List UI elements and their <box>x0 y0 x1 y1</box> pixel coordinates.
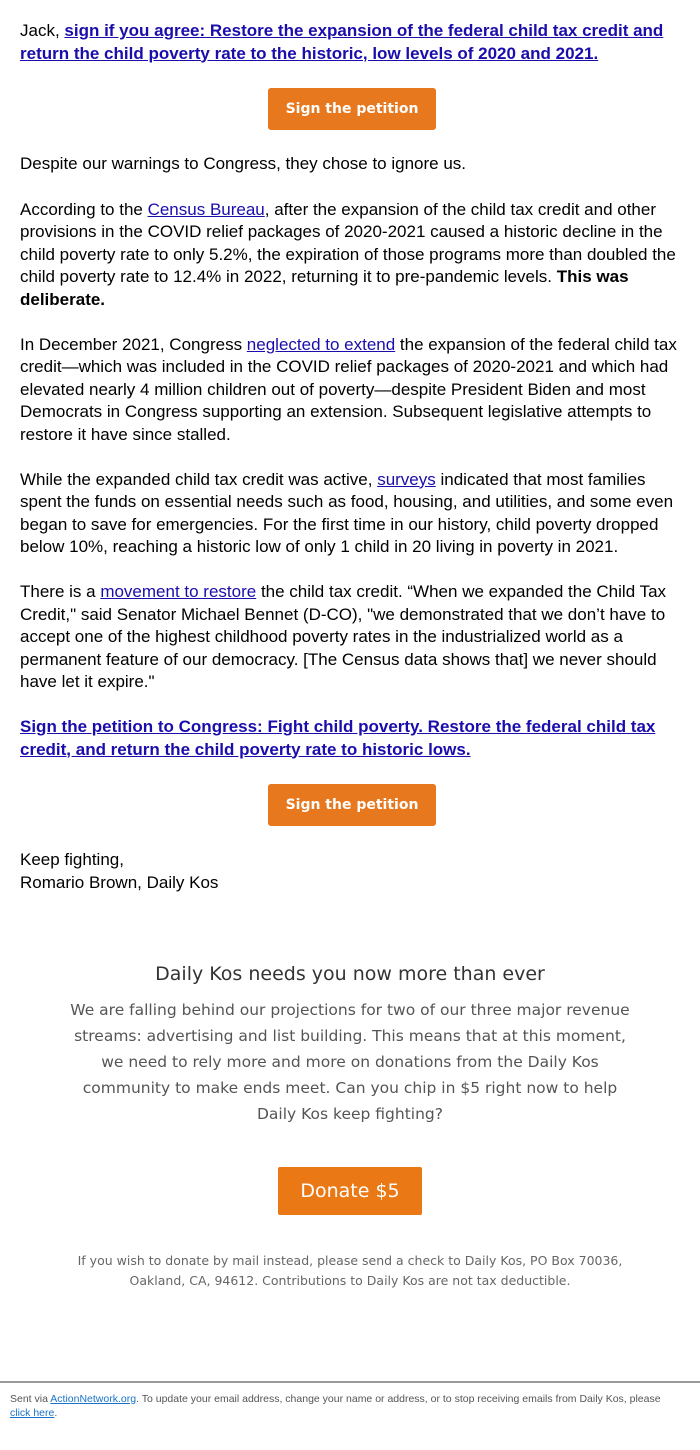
footer: Sent via ActionNetwork.org. To update your email address, change your name or address, or to stop receiving emails from Daily Kos, please click here. <box>10 1393 661 1419</box>
paragraph-surveys: While the expanded child tax credit was active, surveys indicated that most families spent the funds on essential needs such as food, housing, and utilities, and some even began to save for emergencies. For the first time in our history, child poverty dropped below 10%, reaching a historic low of only 1 child in 20 living in poverty in 2021. <box>20 469 674 556</box>
email-body <box>20 20 684 894</box>
signoff-line-1: Keep fighting, <box>20 850 124 869</box>
signoff-line-2: Romario Brown, Daily Kos <box>20 872 219 892</box>
movement-to-restore-link[interactable]: movement to restore <box>100 582 257 601</box>
final-petition-link[interactable]: Sign the petition to Congress: Fight child poverty. Restore the federal child tax credit, and return the child poverty rate to historic lows. <box>20 717 656 759</box>
paragraph-congress: In December 2021, Congress neglected to extend the expansion of the federal child tax credit—which was included in the COVID relief packages of 2020-2021 and which had elevated nearly 4 million children out of poverty—despite President Biden and most Democrats in Congress supporting an extension. Subsequent legislative attempts to restore it have since stalled. <box>20 334 677 444</box>
donation-title: Daily Kos needs you now more than ever <box>155 963 545 985</box>
paragraph-movement: There is a movement to restore the child tax credit. “When we expanded the Child Tax Credit," said Senator Michael Bennet (D-CO), "we demonstrated that we don’t have to accept one of the highest childhood poverty rates in the industrialized world as a permanent feature of our democracy. [The Census data shows that] we never should have let it expire." <box>20 582 667 691</box>
paragraph-warnings: Despite our warnings to Congress, they chose to ignore us. <box>20 154 467 173</box>
paragraph-census: According to the Census Bureau, after the expansion of the child tax credit and other provisions in the COVID relief packages of 2020-2021 caused a historic decline in the child poverty rate to only 5.2%, the expiration of those programs more than doubled the child poverty rate to 12.4% in 2022, returning it to pre-pandemic levels. This was deliberate. <box>20 199 676 309</box>
donate-button[interactable]: Donate $5 <box>278 1167 422 1215</box>
sign-petition-button-bottom[interactable]: Sign the petition <box>268 784 436 826</box>
mail-donation-note: If you wish to donate by mail instead, please send a check to Daily Kos, PO Box 70036, Oakland, CA, 94612. Contributions to Daily Kos are not tax deductible. <box>77 1253 623 1288</box>
intro-paragraph: Jack, sign if you agree: Restore the expansion of the federal child tax credit and return the child poverty rate to the historic, low levels of 2020 and 2021. <box>20 21 664 63</box>
paragraph-final-cta <box>20 716 684 761</box>
footer-divider <box>0 1381 700 1383</box>
intro-petition-link[interactable]: sign if you agree: Restore the expansion of the federal child tax credit and return the child poverty rate to the historic, low levels of 2020 and 2021. <box>20 21 664 63</box>
census-bureau-link[interactable]: Census Bureau <box>147 199 265 219</box>
unsubscribe-link[interactable]: click here <box>10 1407 55 1419</box>
neglected-to-extend-link[interactable]: neglected to extend <box>246 334 396 354</box>
actionnetwork-link[interactable]: ActionNetwork.org <box>50 1393 137 1405</box>
bottom-button-wrap <box>20 784 684 826</box>
top-button-wrap <box>20 88 684 130</box>
sign-petition-button-top[interactable]: Sign the petition <box>268 88 436 130</box>
surveys-link[interactable]: surveys <box>377 469 436 489</box>
donation-body: We are falling behind our projections for two of our three major revenue streams: advertising and list building. This means that at this moment, we need to rely more and more on donations from the Daily Kos community to make ends meet. Can you chip in $5 right now to help Daily Kos keep fighting? <box>70 1001 630 1123</box>
